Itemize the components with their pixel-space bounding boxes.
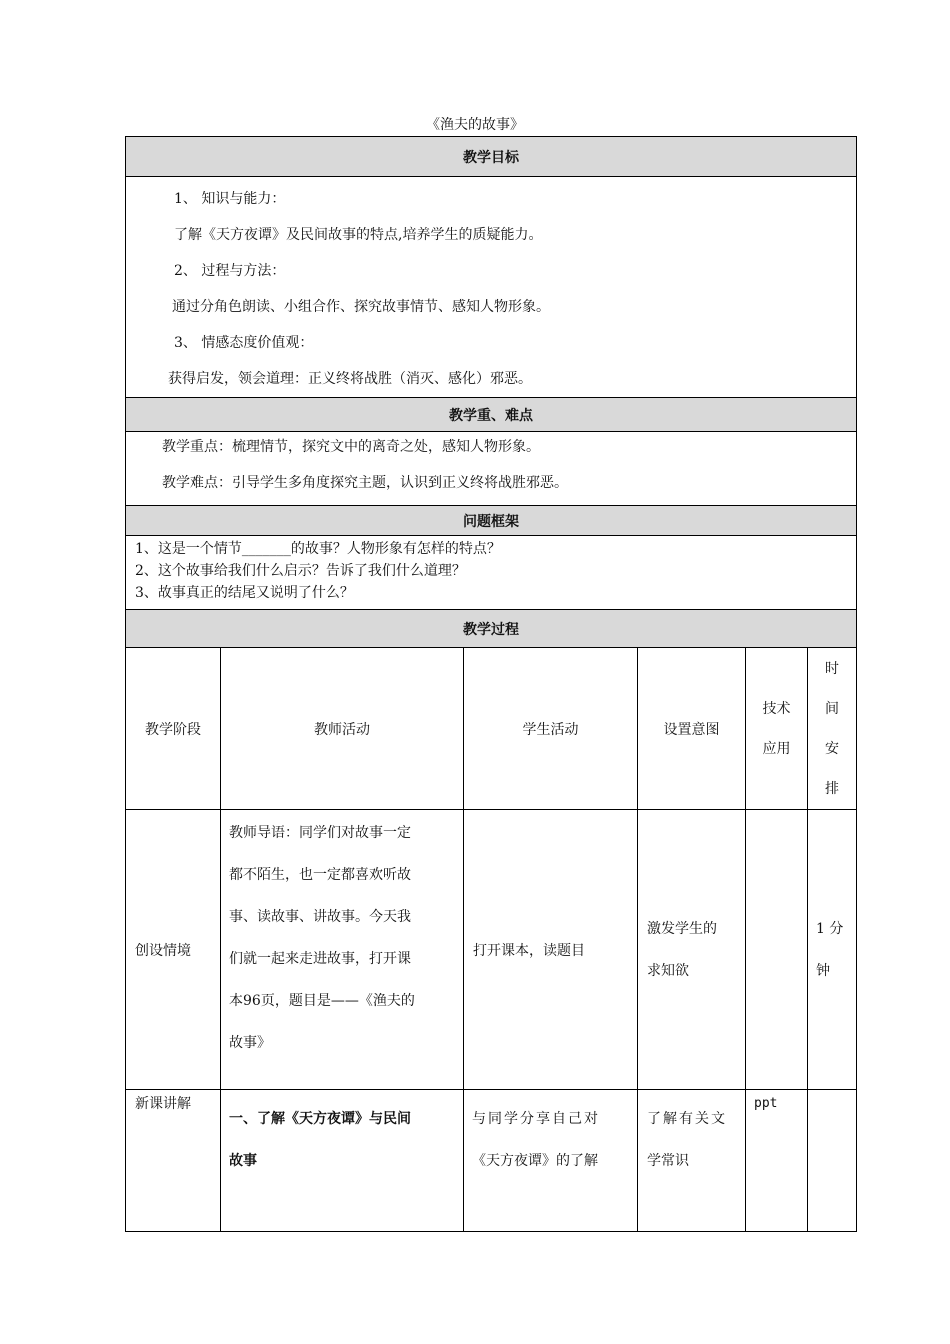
col-time-line: 安 [825, 740, 839, 757]
tech-cell: ppt [746, 1090, 808, 1232]
intent-line: 学常识 [647, 1153, 689, 1169]
intent-line: 了解有关文 [647, 1111, 727, 1127]
keys-header: 教学重、难点 [126, 398, 857, 432]
intent-cell [638, 1090, 746, 1232]
student-line: 《天方夜谭》的了解 [472, 1153, 598, 1169]
teacher-activity-cell [221, 1090, 464, 1232]
key-difficulty-line: 教学难点：引导学生多角度探究主题，认识到正义终将战胜邪恶。 [162, 475, 568, 491]
student-line: 与同学分享自己对 [472, 1111, 600, 1127]
tech-cell [746, 810, 808, 1090]
question-line: 1、这是一个情节_______的故事？人物形象有怎样的特点？ [135, 541, 501, 557]
col-tech-header [746, 648, 808, 810]
goal-line: 获得启发，领会道理：正义终将战胜（消灭、感化）邪恶。 [168, 371, 532, 387]
teacher-line: 教师导语：同学们对故事一定 [229, 825, 411, 841]
stage-cell: 创设情境 [126, 810, 221, 1090]
question-line: 3、故事真正的结尾又说明了什么？ [135, 585, 354, 601]
process-header: 教学过程 [126, 610, 857, 648]
intent-cell [638, 810, 746, 1090]
goal-line: 2、 过程与方法： [174, 263, 286, 279]
question-line: 2、这个故事给我们什么启示？告诉了我们什么道理？ [135, 563, 466, 579]
intent-line: 求知欲 [647, 962, 689, 979]
teacher-line: 都不陌生，也一定都喜欢听故 [229, 867, 411, 883]
teacher-activity-cell [221, 810, 464, 1090]
intent-line: 激发学生的 [647, 920, 717, 937]
goals-header: 教学目标 [126, 137, 857, 177]
goal-line: 通过分角色朗读、小组合作、探究故事情节、感知人物形象。 [172, 299, 550, 315]
col-time-header [808, 648, 857, 810]
time-cell [808, 810, 857, 1090]
teacher-line: 故事 [229, 1153, 257, 1169]
student-activity-cell [464, 1090, 638, 1232]
questions-cell [126, 536, 857, 610]
time-line: 钟 [816, 962, 830, 979]
keys-cell [126, 432, 857, 506]
student-activity-cell: 打开课本，读题目 [464, 810, 638, 1090]
questions-header: 问题框架 [126, 506, 857, 536]
document-title: 《渔夫的故事》 [426, 117, 524, 133]
teacher-line: 本96页，题目是——《渔夫的 [229, 993, 415, 1009]
time-cell [808, 1090, 857, 1232]
key-point-line: 教学重点：梳理情节，探究文中的离奇之处，感知人物形象。 [162, 439, 540, 455]
col-time-line: 时 [825, 660, 839, 677]
stage-cell: 新课讲解 [126, 1090, 221, 1232]
teacher-line: 一、了解《天方夜谭》与民间 [229, 1111, 411, 1127]
col-intent-header: 设置意图 [638, 648, 746, 810]
lesson-plan-table [125, 136, 857, 1232]
col-time-line: 间 [825, 700, 839, 717]
col-tech-line: 技术 [762, 700, 791, 717]
teacher-line: 们就一起来走进故事，打开课 [229, 951, 411, 967]
table-row [126, 1090, 857, 1232]
goal-line: 3、 情感态度价值观： [174, 335, 314, 351]
goal-line: 了解《天方夜谭》及民间故事的特点,培养学生的质疑能力。 [174, 227, 543, 243]
teacher-line: 故事》 [229, 1035, 271, 1051]
col-teacher-header: 教师活动 [221, 648, 464, 810]
time-line: 1 分 [816, 920, 844, 937]
goals-cell [126, 177, 857, 398]
col-tech-line: 应用 [762, 740, 791, 757]
table-row [126, 810, 857, 1090]
goal-line: 1、 知识与能力： [174, 191, 286, 207]
col-student-header: 学生活动 [464, 648, 638, 810]
col-time-line: 排 [825, 780, 839, 797]
teacher-line: 事、读故事、讲故事。今天我 [229, 909, 411, 925]
col-stage-header: 教学阶段 [126, 648, 221, 810]
